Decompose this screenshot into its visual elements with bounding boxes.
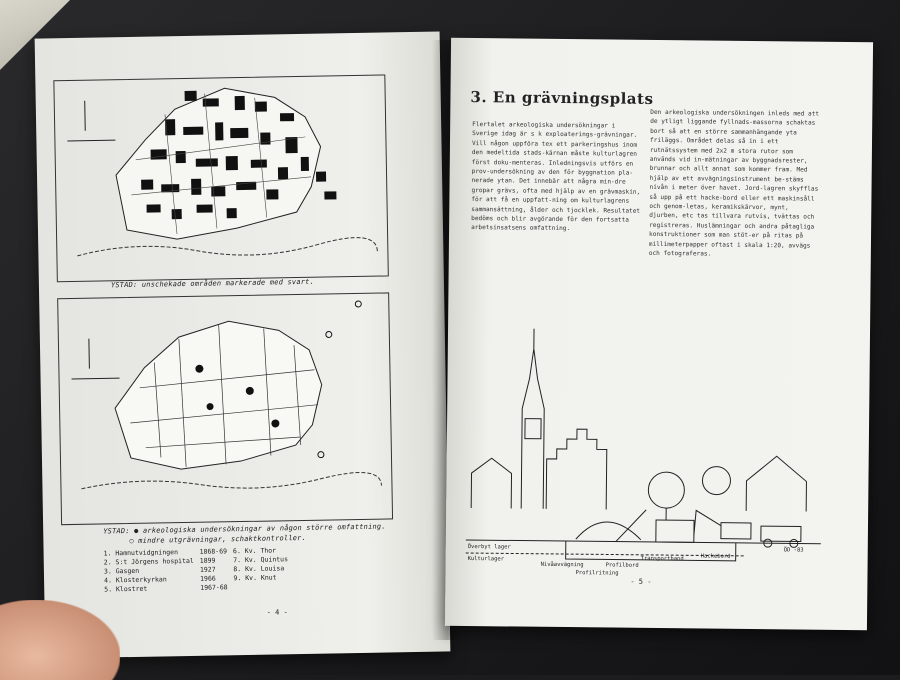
legend-site: 2. S:t Jörgens hospital (104, 557, 200, 568)
legend-block: 7. Kv. Quintus (233, 555, 294, 565)
text-column-2: Den arkeologiska undersökningen inleds med att de ytligt liggande fyllnads-massorna schaktas bort så att en större sammanhängande yta friläggs. Området delas så in i ett rutnätssystem med 2x2 m stora rutor som används vid in-mätningar av byggnadsrester, brunnar och allt annat som kommer fram. Med hjälp av ett avvägningsinstrument be-stäms nivån i meter över havet. Jord-lagren skyfflas så upp på ett hacke-bord eller ett maskinsåll och genom-letas, keramikskärvor, mynt, djurben, etc tas tillvara rutvis, tvättas och registreras. Huslämningar och andra påtagliga konstruktioner som man stöt-er på ritas på millimeterpapper oftast i skala 1:20, avvägs och fotograferas. (649, 108, 821, 260)
section-heading: 3. En grävningsplats (470, 88, 653, 108)
excavation-illustration (466, 308, 824, 572)
legend-year: 1927 (200, 565, 234, 575)
map-ystad-built-areas (53, 74, 388, 282)
label-profile-drawing: Profilritning (575, 570, 618, 576)
text-column-1: Flertalet arkeologiska undersökningar i Sverige idag är s k exploaterings-grävningar. Vill någon uppföra tex ett parkeringshus inom den medeltida stads-kärnan måste kulturlagren först doku-menteras. Inledningsvis utförs en prov-undersökning av den för byggnation pla-nerade ytan. Det innebär att några min-dre gropar grävs, ofta med hjälp av en grävmaskin, för att få en uppfatt-ning om kulturlagrens sammansättning, ålder och tjocklek. Resultatet bedöms och blir avgörande för den fortsatta arbetsinsatsens omfattning. (471, 120, 642, 235)
map-ystad-excavations (57, 292, 393, 525)
legend-site: 1. Hamnutvidgningen (104, 548, 200, 559)
label-overlay-layer: Överbyt lager (468, 543, 512, 550)
legend-block (234, 582, 295, 592)
legend-site: 4. Klosterkyrkan (104, 575, 200, 586)
label-hackbord: Hackebord (701, 553, 731, 559)
left-page (35, 32, 451, 659)
legend-year: 1967-68 (200, 583, 234, 593)
label-conveyor: Transportband (641, 556, 684, 562)
legend-site: 5. Klostret (104, 584, 200, 595)
label-profile-table: Profilbord (606, 562, 639, 568)
legend-site: 3. Gasgen (104, 566, 200, 577)
illustrator-signature: ÖD -83 (784, 546, 804, 553)
legend-year: 1966 (200, 574, 234, 584)
label-culture-layer: Kulturlager (468, 556, 505, 562)
map-1-caption: YSTAD: unschekade områden markerade med svart. (111, 278, 314, 290)
legend-year: 1899 (200, 556, 234, 566)
excavation-drawing (466, 308, 824, 572)
excavation-legend (104, 544, 435, 595)
map-1-drawing (54, 75, 387, 281)
right-page (445, 38, 873, 630)
map-2-caption-line2: ○ mindre utgrävningar, schaktkontroller. (129, 534, 306, 545)
legend-row (104, 582, 294, 594)
legend-block: 8. Kv. Louisa (233, 564, 294, 574)
map-2-drawing (58, 293, 392, 524)
map-2-caption-line1: YSTAD: ● arkeologiska undersökningar av någon större omfattning. (103, 523, 386, 536)
page-number-left: - 4 - (267, 608, 288, 616)
legend-year: 1868-69 (200, 547, 234, 557)
legend-block: 9. Kv. Knut (233, 573, 294, 583)
page-number-right: - 5 - (630, 578, 651, 586)
legend-block: 6. Kv. Thor (233, 546, 294, 556)
label-level: Nivåavvägning (541, 561, 584, 568)
hand-holding-book (0, 600, 120, 680)
